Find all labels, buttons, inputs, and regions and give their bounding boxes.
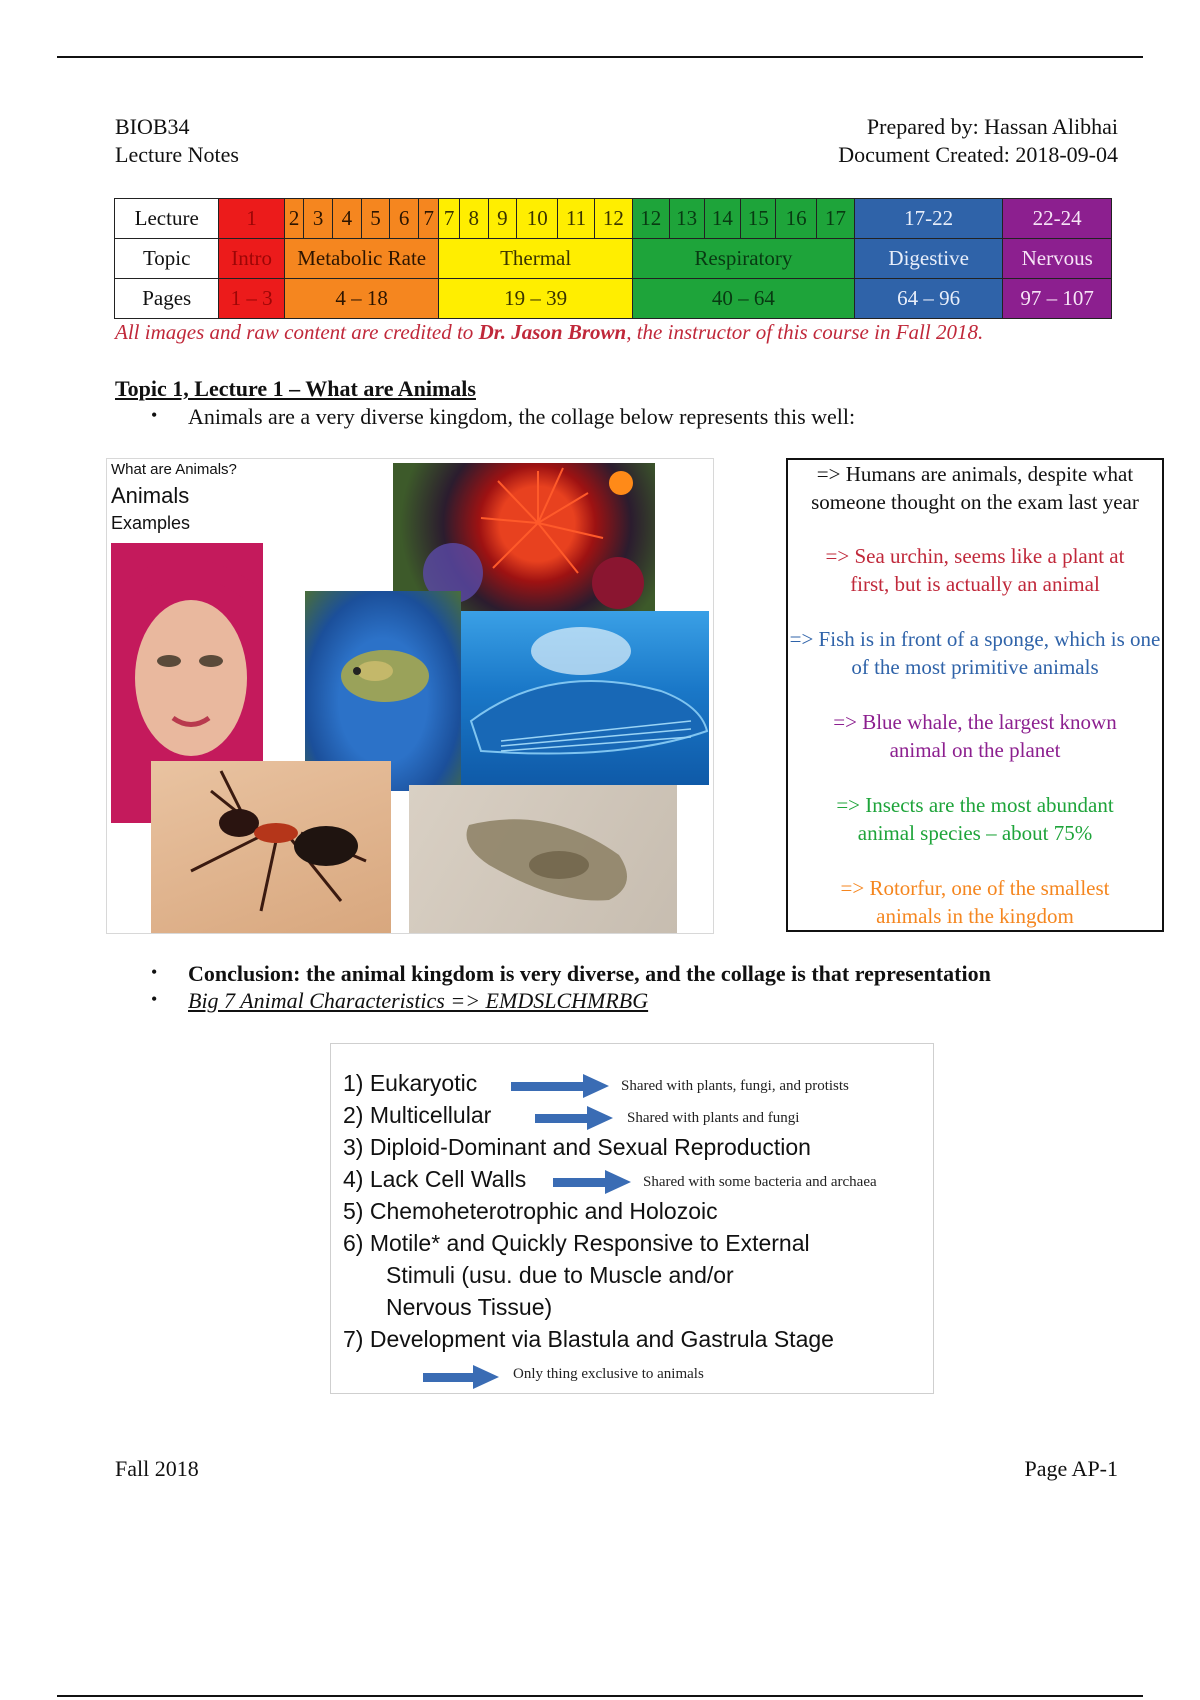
lecture-cell: 14 bbox=[704, 199, 741, 239]
rotifer-photo bbox=[409, 785, 677, 933]
note-sea-urchin bbox=[788, 542, 1162, 598]
note-rotorfur-text: => Rotorfur, one of the smallest animals in the kingdom bbox=[840, 876, 1110, 928]
pages-cell: 4 – 18 bbox=[284, 279, 439, 319]
row-label-pages: Pages bbox=[115, 279, 219, 319]
note-eukaryotic: Shared with plants, fungi, and protists bbox=[621, 1078, 849, 1094]
collage-subtitle: Examples bbox=[111, 513, 191, 533]
intro-bullet: Animals are a very diverse kingdom, the collage below represents this well: bbox=[188, 404, 856, 429]
arrow-icon bbox=[423, 1370, 499, 1384]
lecture-cell: 3 bbox=[304, 199, 333, 239]
note-humans bbox=[788, 460, 1162, 516]
topic-row bbox=[115, 239, 1112, 279]
note-sponge bbox=[788, 625, 1162, 681]
char-cell-walls: 4) Lack Cell Walls bbox=[343, 1166, 527, 1192]
bullet-icon: • bbox=[151, 962, 158, 982]
lecture-cell: 17 bbox=[817, 199, 855, 239]
credit-line bbox=[115, 320, 983, 345]
note-whale-text: => Blue whale, the largest known animal on the planet bbox=[833, 710, 1117, 762]
topic-cell-nervous: Nervous bbox=[1003, 239, 1112, 279]
bottom-rule bbox=[57, 1695, 1143, 1697]
characteristics-box bbox=[330, 1043, 934, 1394]
lecture-cell: 4 bbox=[333, 199, 362, 239]
lecture-cell: 7 bbox=[439, 199, 459, 239]
row-label-lecture: Lecture bbox=[115, 199, 219, 239]
note-whale bbox=[788, 708, 1162, 764]
bullet-icon: • bbox=[151, 989, 158, 1009]
document-type: Lecture Notes bbox=[115, 142, 239, 167]
lecture-cell: 12 bbox=[595, 199, 633, 239]
char-chemoheterotrophic: 5) Chemoheterotrophic and Holozoic bbox=[343, 1198, 718, 1224]
note-rotorfur bbox=[788, 874, 1162, 930]
topic-heading: Topic 1, Lecture 1 – What are Animals bbox=[115, 376, 476, 401]
big7-link[interactable]: Big 7 Animal Characteristics => EMDSLCHMRBG bbox=[188, 988, 649, 1013]
course-code: BIOB34 bbox=[115, 114, 190, 139]
lecture-cell: 15 bbox=[741, 199, 776, 239]
topic-cell-intro: Intro bbox=[219, 239, 285, 279]
char-development: 7) Development via Blastula and Gastrula Stage bbox=[343, 1326, 834, 1352]
char-motile: 6) Motile* and Quickly Responsive to External bbox=[343, 1230, 810, 1256]
note-cell-walls: Shared with some bacteria and archaea bbox=[643, 1174, 877, 1190]
pages-cell: 19 – 39 bbox=[439, 279, 632, 319]
note-development: Only thing exclusive to animals bbox=[513, 1366, 704, 1382]
char-multicellular: 2) Multicellular bbox=[343, 1102, 492, 1128]
arrow-icon bbox=[535, 1111, 613, 1125]
note-insects-text: => Insects are the most abundant animal species – about 75% bbox=[836, 793, 1114, 845]
credit-suffix: , the instructor of this course in Fall 2018. bbox=[626, 320, 984, 344]
pages-row bbox=[115, 279, 1112, 319]
topic-cell-thermal: Thermal bbox=[439, 239, 632, 279]
lecture-row bbox=[115, 199, 1112, 239]
note-sponge-text: => Fish is in front of a sponge, which is one of the most primitive animals bbox=[789, 627, 1161, 679]
arrow-icon bbox=[553, 1175, 631, 1189]
lecture-table bbox=[114, 198, 1112, 319]
bullet-icon: • bbox=[151, 405, 158, 425]
credit-prefix: All images and raw content are credited to bbox=[115, 320, 479, 344]
note-multicellular: Shared with plants and fungi bbox=[627, 1110, 800, 1126]
row-label-topic: Topic bbox=[115, 239, 219, 279]
lecture-cell: 7 bbox=[418, 199, 438, 239]
lecture-cell: 17-22 bbox=[854, 199, 1002, 239]
conclusion: Conclusion: the animal kingdom is very diverse, and the collage is that representation bbox=[188, 961, 991, 986]
pages-cell: 40 – 64 bbox=[632, 279, 854, 319]
collage-notes-box bbox=[786, 458, 1164, 932]
char-motile-line2: Stimuli (usu. due to Muscle and/or bbox=[386, 1262, 734, 1288]
lecture-cell: 2 bbox=[284, 199, 303, 239]
animal-collage bbox=[106, 458, 714, 934]
ant-photo bbox=[151, 761, 391, 933]
blue-whale-photo bbox=[461, 611, 709, 785]
lecture-cell: 22-24 bbox=[1003, 199, 1112, 239]
footer-page-number: Page AP-1 bbox=[1024, 1456, 1118, 1481]
char-eukaryotic: 1) Eukaryotic bbox=[343, 1070, 478, 1096]
lecture-cell: 1 bbox=[219, 199, 285, 239]
lecture-cell: 13 bbox=[669, 199, 704, 239]
top-rule bbox=[57, 56, 1143, 58]
lecture-cell: 12 bbox=[632, 199, 669, 239]
collage-title-small: What are Animals? bbox=[111, 461, 237, 478]
lecture-cell: 5 bbox=[361, 199, 390, 239]
credit-name: Dr. Jason Brown bbox=[478, 320, 627, 344]
note-insects bbox=[788, 791, 1162, 847]
lecture-cell: 8 bbox=[459, 199, 488, 239]
footer-term: Fall 2018 bbox=[115, 1456, 199, 1481]
lecture-cell: 11 bbox=[558, 199, 595, 239]
lecture-cell: 6 bbox=[390, 199, 419, 239]
topic-cell-digestive: Digestive bbox=[854, 239, 1002, 279]
pages-cell: 97 – 107 bbox=[1003, 279, 1112, 319]
document-created: Document Created: 2018-09-04 bbox=[838, 142, 1118, 167]
lecture-cell: 9 bbox=[488, 199, 517, 239]
collage-title: Animals bbox=[111, 483, 190, 508]
char-motile-line3: Nervous Tissue) bbox=[386, 1294, 553, 1320]
topic-cell-respiratory: Respiratory bbox=[632, 239, 854, 279]
arrow-icon bbox=[511, 1079, 609, 1093]
prepared-by: Prepared by: Hassan Alibhai bbox=[866, 114, 1118, 139]
note-humans-text: => Humans are animals, despite what someone thought on the exam last year bbox=[811, 462, 1139, 514]
lecture-cell: 16 bbox=[776, 199, 817, 239]
note-sea-urchin-text: => Sea urchin, seems like a plant at first, but is actually an animal bbox=[825, 544, 1125, 596]
topic-cell-metabolic: Metabolic Rate bbox=[284, 239, 439, 279]
lecture-cell: 10 bbox=[517, 199, 558, 239]
pages-cell: 1 – 3 bbox=[219, 279, 285, 319]
pages-cell: 64 – 96 bbox=[854, 279, 1002, 319]
char-diploid: 3) Diploid-Dominant and Sexual Reproduction bbox=[343, 1134, 811, 1160]
